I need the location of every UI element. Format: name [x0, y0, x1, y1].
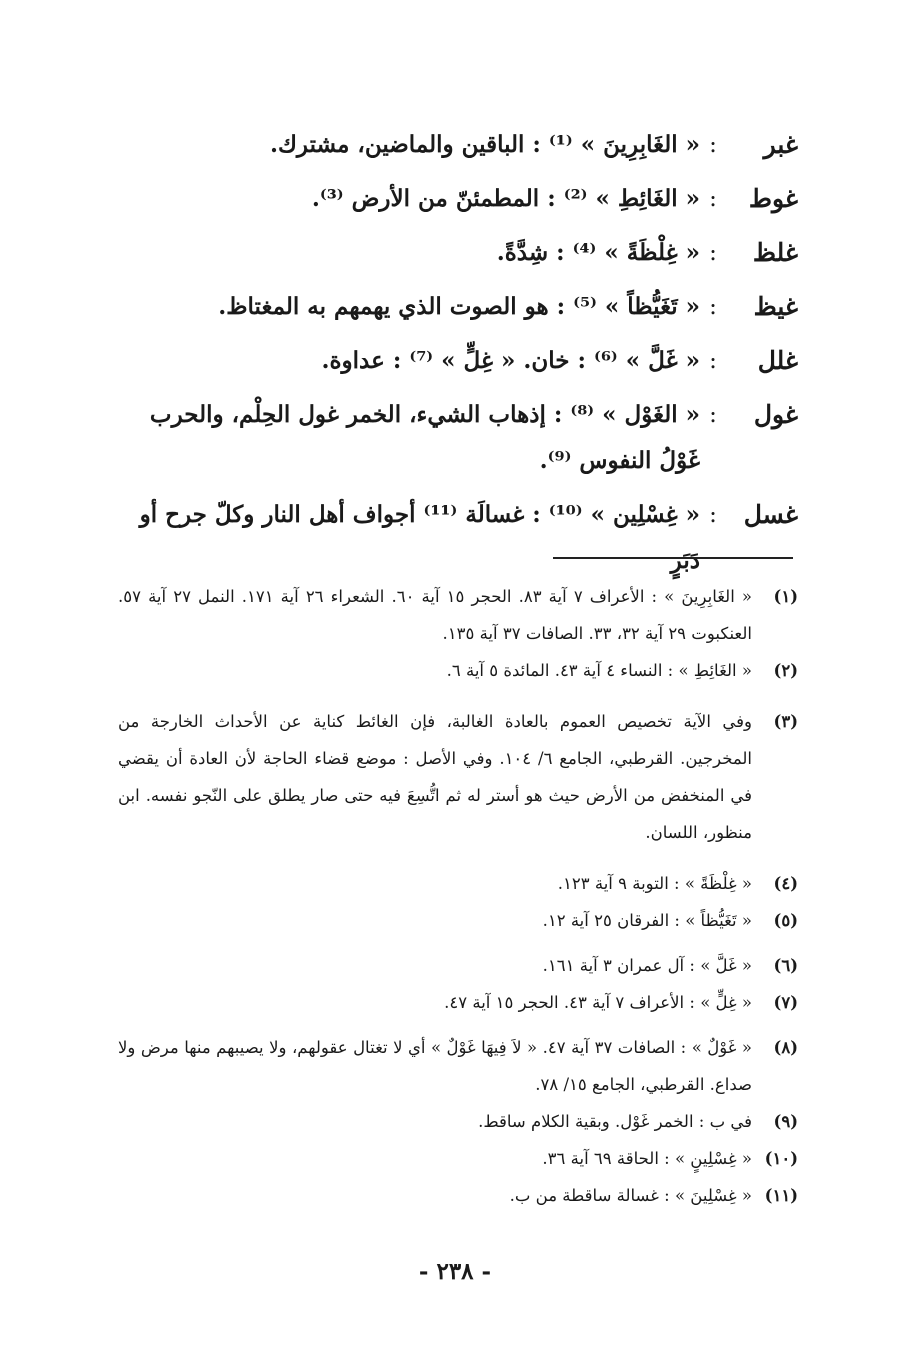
footnote-text: « غَوْلٌ » : الصافات ٣٧ آية ٤٧. « لاَ فِيهَا غَوْلٌ » أي لا تغتال عقولهم، ولا يصيبهم منها مرض ولا صداع. القرطبي، الجامع ١٥/ ٧٨.	[118, 1038, 752, 1094]
entry-colon: :	[709, 294, 717, 320]
footnote-divider	[553, 557, 793, 559]
footnote-number: (٩)	[773, 1112, 798, 1131]
footnote-number: (٤)	[773, 874, 798, 893]
footnote-number: (٢)	[773, 661, 798, 680]
entry-root: غلل	[757, 346, 798, 375]
footnote	[118, 1140, 798, 1177]
entry-root: غول	[753, 400, 798, 429]
footnote-text: « غِسْلِينَ » : غسالة ساقطة من ب.	[509, 1186, 752, 1205]
entry-definition: « غِلْظَةً » ⁽⁴⁾ : شِدَّةً.	[496, 239, 700, 266]
glossary-entry	[108, 176, 798, 222]
footnote-number: (٦)	[773, 956, 798, 975]
footnote-text: « غِلٍّ » : الأعراف ٧ آية ٤٣. الحجر ١٥ آية ٤٧.	[444, 993, 752, 1012]
footnote	[118, 1177, 798, 1214]
glossary-entry	[108, 338, 798, 384]
footnote	[118, 1103, 798, 1140]
footnote-text: « غِسْلِينٍ » : الحاقة ٦٩ آية ٣٦.	[542, 1149, 752, 1168]
footnote-text: « غِلْظَةً » : التوبة ٩ آية ١٢٣.	[557, 874, 752, 893]
footnote-text: « تَغَيُّظاً » : الفرقان ٢٥ آية ١٢.	[542, 911, 752, 930]
entry-root: غلظ	[752, 238, 798, 267]
entry-definition: « الغَابِرِينَ » ⁽¹⁾ : الباقين والماضين، مشترك.	[269, 131, 700, 158]
glossary-entries	[108, 122, 798, 592]
glossary-entry	[108, 122, 798, 168]
footnote	[118, 902, 798, 939]
footnote	[118, 947, 798, 984]
entry-root: غيظ	[753, 292, 798, 321]
footnote-text: « الغَائِطِ » : النساء ٤ آية ٤٣. المائدة ٥ آية ٦.	[446, 661, 752, 680]
footnote-number: (١٠)	[764, 1149, 798, 1168]
entry-definition: « غِسْلِين » ⁽¹⁰⁾ : غسالَة ⁽¹¹⁾ أجواف أهل النار وكلّ جرح أو دَبَرٍ	[139, 501, 700, 574]
entry-root: غسل	[743, 500, 798, 529]
footnotes	[118, 578, 798, 1214]
footnote-text: « الغَابِرِينَ » : الأعراف ٧ آية ٨٣. الحجر ١٥ آية ٦٠. الشعراء ٢٦ آية ١٧١. النمل ٢٧ آية ٥٧. العنكبوت ٢٩ آية ٣٢، ٣٣. الصافات ٣٧ آية ١٣٥.	[118, 587, 752, 643]
footnote	[118, 1029, 798, 1103]
entry-colon: :	[709, 132, 717, 158]
entry-root: غوط	[748, 184, 798, 213]
entry-definition: « الغَائِطِ » ⁽²⁾ : المطمئنّ من الأرض ⁽³⁾.	[311, 185, 700, 212]
footnote	[118, 865, 798, 902]
entry-definition: « الغَوْل » ⁽⁸⁾ : إذهاب الشيء، الخمر غول الحِلْم، والحرب غَوْلُ النفوس ⁽⁹⁾.	[149, 401, 700, 474]
entry-colon: :	[709, 402, 717, 428]
entry-root: غبر	[763, 130, 798, 159]
footnote-number: (٧)	[773, 993, 798, 1012]
footnote-number: (٨)	[773, 1038, 798, 1057]
footnote-number: (٣)	[773, 712, 798, 731]
footnote-text: وفي الآية تخصيص العموم بالعادة الغالبة، فإن الغائط كناية عن الأحداث الخارجة من المخرجين. القرطبي، الجامع ٦/ ١٠٤. وفي الأصل : موضع قضاء الحاجة لأن العادة أن يقضي في المنخفض من الأرض حيث هو أستر له ثم اتُّسِعَ فيه حتى صار يطلق على النّجو نفسه. ابن منظور، اللسان.	[118, 712, 752, 842]
footnote-text: في ب : الخمر غَوْل. وبقية الكلام ساقط.	[478, 1112, 752, 1131]
glossary-entry	[108, 392, 798, 484]
footnote	[118, 578, 798, 652]
glossary-entry	[108, 230, 798, 276]
page-number: - ٢٣٨ -	[418, 1258, 492, 1285]
entry-colon: :	[709, 240, 717, 266]
entry-definition: « تَغَيُّظاً » ⁽⁵⁾ : هو الصوت الذي يهمهم به المغتاظ.	[218, 293, 700, 320]
entry-colon: :	[709, 186, 717, 212]
entry-definition: « غَلَّ » ⁽⁶⁾ : خان. « غِلٍّ » ⁽⁷⁾ : عداوة.	[321, 347, 700, 374]
footnote	[118, 984, 798, 1021]
entry-colon: :	[709, 502, 717, 528]
footnote-number: (١١)	[764, 1186, 798, 1205]
glossary-entry	[108, 492, 798, 584]
entry-colon: :	[709, 348, 717, 374]
footnote-number: (٥)	[773, 911, 798, 930]
footnote-text: « غَلَّ » : آل عمران ٣ آية ١٦١.	[542, 956, 752, 975]
footnote	[118, 703, 798, 851]
glossary-entry	[108, 284, 798, 330]
footnote	[118, 652, 798, 689]
footnote-number: (١)	[773, 587, 798, 606]
